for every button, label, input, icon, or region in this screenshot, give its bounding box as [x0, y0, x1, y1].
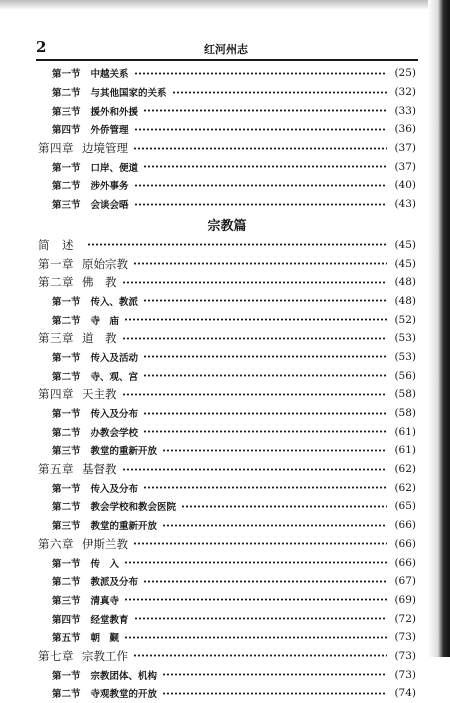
toc-entry-page: (61) — [394, 444, 416, 457]
toc-entry-page: (25) — [394, 67, 416, 80]
toc-entry-label: 第四节 — [52, 614, 81, 626]
dot-leader — [143, 430, 387, 433]
toc-entry-page: (66) — [394, 537, 416, 550]
toc-entry-page: (45) — [394, 238, 416, 251]
toc-entry-label: 第一节 — [52, 69, 81, 81]
toc-entry-label: 第二章 — [38, 275, 74, 290]
toc-entry-title: 办教会学校 — [90, 427, 139, 439]
dot-leader — [133, 262, 387, 265]
toc-chapter-entry — [38, 329, 416, 348]
toc-entry-label: 第二节 — [52, 577, 81, 589]
toc-entry-label: 第五节 — [52, 633, 81, 645]
scan-shadow-top — [0, 0, 450, 10]
toc-entry-title: 天主教 — [82, 387, 117, 402]
toc-section-entry — [38, 366, 416, 385]
dot-leader — [143, 109, 387, 112]
dot-leader — [143, 412, 387, 415]
toc-entry-page: (32) — [394, 86, 416, 99]
toc-section-entry — [38, 195, 416, 214]
dot-leader — [134, 128, 387, 131]
toc-entry-page: (69) — [394, 593, 416, 606]
toc-entry-title: 涉外事务 — [90, 181, 129, 193]
toc-section-entry — [38, 553, 416, 572]
toc-section-entry — [38, 120, 416, 139]
toc-entry-title: 边境管理 — [82, 141, 128, 156]
toc-chapter-entry — [38, 273, 416, 292]
toc-section-entry — [38, 422, 416, 441]
toc-entry-label: 第二节 — [52, 502, 81, 514]
toc-entry-title: 清真寺 — [90, 595, 120, 607]
toc-section-entry — [38, 591, 416, 610]
toc-entry-label: 第二节 — [52, 88, 81, 100]
toc-entry-page: (48) — [394, 276, 416, 289]
toc-chapter-entry — [38, 236, 416, 255]
toc-entry-label: 第三章 — [38, 331, 74, 346]
toc-entry-page: (62) — [394, 463, 416, 476]
toc-entry-label: 第一节 — [52, 409, 81, 421]
toc-entry-title: 与其他国家的关系 — [90, 88, 167, 100]
toc-section-entry — [38, 101, 416, 120]
dot-leader — [143, 374, 387, 377]
dot-leader — [124, 636, 387, 639]
toc-section-entry — [38, 310, 416, 329]
dot-leader — [143, 486, 387, 489]
dot-leader — [162, 449, 387, 452]
toc-entry-title: 佛 教 — [82, 275, 117, 290]
toc-entry-label: 第二节 — [52, 371, 81, 383]
dot-leader — [122, 468, 388, 471]
toc-entry-page: (52) — [394, 313, 416, 326]
toc-entry-label: 第二节 — [52, 689, 81, 701]
toc-entry-label: 第三节 — [52, 446, 81, 458]
dot-leader — [124, 561, 387, 564]
dot-leader — [133, 147, 387, 150]
toc-entry-title: 基督教 — [82, 462, 117, 477]
toc-entry-page: (36) — [394, 123, 416, 136]
dot-leader — [162, 692, 387, 695]
dot-leader — [87, 243, 387, 246]
running-title: 红河州志 — [204, 43, 248, 56]
toc-chapter-entry — [38, 254, 416, 273]
toc-entry-title: 传入、教派 — [90, 296, 139, 308]
toc-entry-page: (73) — [394, 668, 416, 681]
toc-entry-title: 寺观教堂的开放 — [90, 689, 158, 701]
toc-entry-label: 第一章 — [38, 256, 74, 271]
dot-leader — [181, 505, 387, 508]
toc-entry-title: 教堂的重新开放 — [90, 521, 158, 533]
toc-section-entry — [38, 64, 416, 83]
toc-entry-title: 宗教团体、机构 — [90, 670, 158, 682]
toc-entry-label: 第三节 — [52, 521, 81, 533]
toc-entry-label: 第三节 — [52, 595, 81, 607]
toc-entry-title: 教派及分布 — [90, 577, 139, 589]
toc-section-entry — [38, 292, 416, 311]
dot-leader — [124, 598, 387, 601]
toc-entry-label: 第二节 — [52, 315, 81, 327]
toc-section-entry — [38, 684, 416, 703]
toc-entry-label: 第二节 — [52, 427, 81, 439]
toc-entry-page: (74) — [394, 687, 416, 700]
toc-entry-title: 道 教 — [82, 331, 117, 346]
toc-entry-label: 第四节 — [52, 125, 81, 137]
toc-entry-title: 传入及活动 — [90, 352, 139, 364]
toc-section-entry — [38, 628, 416, 647]
toc-chapter-entry — [38, 139, 416, 158]
toc-entry-page: (53) — [394, 332, 416, 345]
toc-entry-page: (61) — [394, 425, 416, 438]
toc-section-entry — [38, 83, 416, 102]
toc-section-entry — [38, 665, 416, 684]
toc-entry-label: 第三节 — [52, 200, 81, 212]
toc-entry-label: 第七章 — [38, 648, 74, 663]
toc-entry-label: 第三节 — [52, 106, 81, 118]
toc-entry-page: (67) — [394, 575, 416, 588]
dot-leader — [172, 91, 387, 94]
toc-entry-title: 中越关系 — [90, 69, 129, 81]
toc-entry-page: (45) — [394, 257, 416, 270]
dot-leader — [122, 337, 388, 340]
page-number: 2 — [36, 38, 47, 56]
toc-section-entry — [38, 404, 416, 423]
toc-section-entry — [38, 497, 416, 516]
toc-entry-page: (43) — [394, 198, 416, 211]
toc-entry-page: (53) — [394, 350, 416, 363]
dot-leader — [124, 318, 387, 321]
dot-leader — [122, 281, 388, 284]
dot-leader — [162, 673, 387, 676]
toc-section-entry — [38, 478, 416, 497]
dot-leader — [143, 299, 387, 302]
toc-entry-title: 传 入 — [90, 558, 120, 570]
toc-entry-label: 第一节 — [52, 352, 81, 364]
toc-entry-title: 教堂的重新开放 — [90, 446, 158, 458]
scan-shadow-edge — [428, 0, 450, 657]
toc-entry-page: (48) — [394, 294, 416, 307]
toc-entry-label: 第一节 — [52, 162, 81, 174]
toc-entry-page: (56) — [394, 369, 416, 382]
toc-entry-page: (40) — [394, 179, 416, 192]
header-rule — [36, 59, 418, 61]
toc-entry-page: (73) — [394, 631, 416, 644]
dot-leader — [133, 654, 387, 657]
dot-leader — [134, 617, 387, 620]
toc-chapter-entry — [38, 647, 416, 666]
toc-chapter-entry — [38, 385, 416, 404]
toc-entry-title: 援外和外援 — [90, 106, 139, 118]
toc-entry-title: 口岸、便道 — [90, 162, 139, 174]
toc-entry-title: 宗教工作 — [82, 648, 128, 663]
toc-entry-title: 教会学校和教会医院 — [90, 502, 177, 514]
toc-entry-label: 简 述 — [38, 237, 74, 252]
dot-leader — [134, 203, 387, 206]
toc-section-entry — [38, 441, 416, 460]
toc-entry-title: 原始宗教 — [82, 256, 128, 271]
toc-entry-page: (73) — [394, 649, 416, 662]
dot-leader — [134, 184, 387, 187]
toc-chapter-entry — [38, 460, 416, 479]
toc-section-entry — [38, 157, 416, 176]
toc-entry-title: 传入及分布 — [90, 483, 139, 495]
dot-leader — [133, 542, 387, 545]
toc-entry-title: 经堂教育 — [90, 614, 129, 626]
toc-section-entry — [38, 348, 416, 367]
toc-entry-title: 会谈会晤 — [90, 200, 129, 212]
dot-leader — [162, 524, 387, 527]
toc-entry-label: 第四章 — [38, 387, 74, 402]
toc-entry-title: 外侨管理 — [90, 125, 129, 137]
toc-entry-label: 第一节 — [52, 296, 81, 308]
toc-entry-title: 寺 庙 — [90, 315, 120, 327]
toc-section-entry — [38, 516, 416, 535]
toc-entry-title: 朝 觐 — [90, 633, 120, 645]
toc-entry-page: (37) — [394, 160, 416, 173]
toc-entry-title: 伊斯兰教 — [82, 536, 128, 551]
toc-entry-label: 第一节 — [52, 483, 81, 495]
part-heading: 宗教篇 — [207, 219, 247, 234]
toc-entry-page: (33) — [394, 104, 416, 117]
dot-leader — [134, 72, 387, 75]
toc-chapter-entry — [38, 535, 416, 554]
toc-entry-page: (58) — [394, 407, 416, 420]
toc-entry-page: (37) — [394, 142, 416, 155]
toc-entry-page: (58) — [394, 388, 416, 401]
toc-entry-label: 第五章 — [38, 462, 74, 477]
toc-entry-title: 寺、观、宫 — [90, 371, 139, 383]
toc-entry-page: (66) — [394, 556, 416, 569]
toc-entry-page: (62) — [394, 481, 416, 494]
toc-section-entry — [38, 572, 416, 591]
toc-entry-page: (66) — [394, 519, 416, 532]
toc-entry-page: (72) — [394, 612, 416, 625]
page-header — [36, 36, 416, 58]
toc-entry-label: 第二节 — [52, 181, 81, 193]
toc-entry-label: 第一节 — [52, 558, 81, 570]
dot-leader — [143, 165, 387, 168]
toc-section-entry — [38, 609, 416, 628]
dot-leader — [122, 393, 388, 396]
toc-section-entry — [38, 176, 416, 195]
toc-entry-title: 传入及分布 — [90, 409, 139, 421]
toc-entry-label: 第四章 — [38, 141, 74, 156]
toc-entry-page: (65) — [394, 500, 416, 513]
dot-leader — [143, 355, 387, 358]
dot-leader — [143, 580, 387, 583]
toc-entry-label: 第一节 — [52, 670, 81, 682]
table-of-contents — [38, 64, 416, 703]
toc-entry-label: 第六章 — [38, 536, 74, 551]
